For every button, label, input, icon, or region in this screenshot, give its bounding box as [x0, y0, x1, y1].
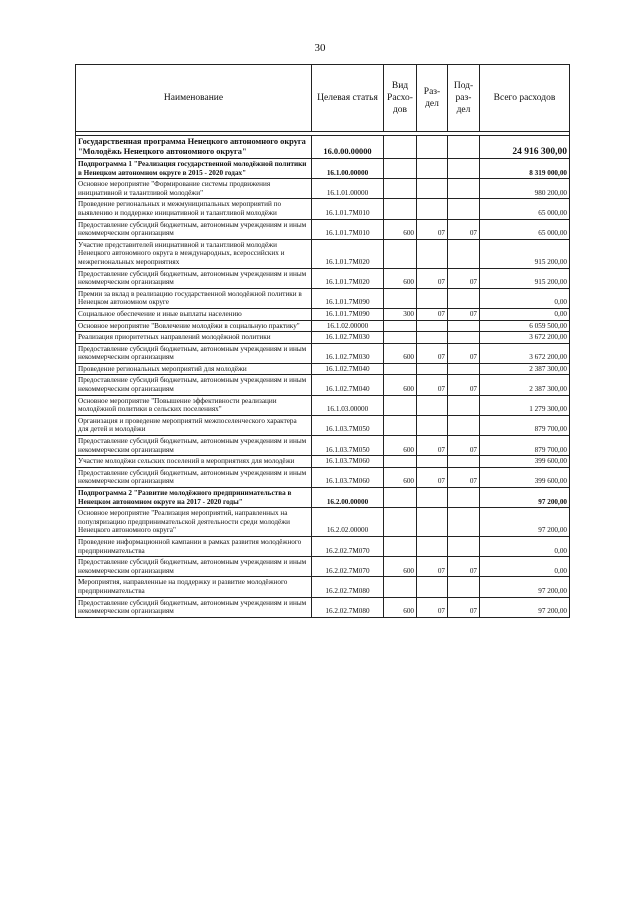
row-podrazdel: [448, 159, 480, 179]
row-podrazdel: [448, 199, 480, 219]
row-razdel: [417, 136, 448, 159]
row-name: Государственная программа Ненецкого автономного округа "Молодёжь Ненецкого автономного округа": [76, 136, 312, 159]
row-podrazdel: 07: [448, 219, 480, 239]
row-code: 16.1.00.00000: [312, 159, 384, 179]
row-code: 16.1.03.7М050: [312, 415, 384, 435]
row-code: 16.2.02.7М070: [312, 557, 384, 577]
row-total: 65 000,00: [480, 199, 570, 219]
row-vid: [384, 536, 417, 556]
row-podrazdel: 07: [448, 557, 480, 577]
row-total: 1 279 300,00: [480, 395, 570, 415]
row-code: 16.1.03.7М060: [312, 456, 384, 468]
row-vid: [384, 288, 417, 308]
row-total: 915 200,00: [480, 239, 570, 268]
row-vid: [384, 320, 417, 332]
row-razdel: [417, 363, 448, 375]
row-total: 879 700,00: [480, 415, 570, 435]
row-name: Проведение информационной кампании в рамках развития молодёжного предпринимательства: [76, 536, 312, 556]
row-razdel: [417, 456, 448, 468]
row-podrazdel: [448, 239, 480, 268]
row-podrazdel: 07: [448, 597, 480, 617]
row-razdel: [417, 508, 448, 537]
header-razdel: Раз-дел: [417, 65, 448, 132]
row-podrazdel: [448, 179, 480, 199]
table-row: [76, 415, 570, 435]
row-razdel: 07: [417, 308, 448, 320]
row-name: Проведение региональных и межмуниципальных мероприятий по выявлению и поддержке инициативной и талантливой молодёжи: [76, 199, 312, 219]
row-total: 97 200,00: [480, 488, 570, 508]
row-total: 3 672 200,00: [480, 332, 570, 344]
row-razdel: 07: [417, 375, 448, 395]
row-vid: [384, 415, 417, 435]
table-row: [76, 375, 570, 395]
row-vid: [384, 332, 417, 344]
row-vid: [384, 508, 417, 537]
row-podrazdel: 07: [448, 308, 480, 320]
row-podrazdel: [448, 508, 480, 537]
subprogram-row: [76, 159, 570, 179]
row-code: 16.1.03.7М050: [312, 436, 384, 456]
row-vid: [384, 199, 417, 219]
row-razdel: [417, 577, 448, 597]
row-razdel: 07: [417, 557, 448, 577]
table-row: [76, 363, 570, 375]
row-razdel: 07: [417, 597, 448, 617]
table-row: [76, 288, 570, 308]
row-razdel: [417, 159, 448, 179]
row-code: 16.1.02.7М040: [312, 375, 384, 395]
row-razdel: 07: [417, 436, 448, 456]
row-name: Участие представителей инициативной и талантливой молодёжи Ненецкого автономного округа в международных, всероссийских и межрегиональных мероприятиях: [76, 239, 312, 268]
row-vid: [384, 363, 417, 375]
table-row: [76, 577, 570, 597]
row-code: 16.1.02.00000: [312, 320, 384, 332]
row-name: Подпрограмма 2 "Развитие молодёжного предпринимательства в Ненецком автономном округе на 2017 - 2020 годы": [76, 488, 312, 508]
header-podrazdel: Под-раз-дел: [448, 65, 480, 132]
row-razdel: 07: [417, 343, 448, 363]
row-code: 16.1.02.7М040: [312, 363, 384, 375]
row-razdel: 07: [417, 268, 448, 288]
page-number: 30: [314, 42, 326, 54]
row-podrazdel: [448, 288, 480, 308]
row-podrazdel: 07: [448, 375, 480, 395]
row-name: Подпрограмма 1 "Реализация государственной молодёжной политики в Ненецком автономном округе в 2015 - 2020 годах": [76, 159, 312, 179]
header-vid: Вид Расхо-дов: [384, 65, 417, 132]
table-row: [76, 436, 570, 456]
row-code: 16.1.01.7М010: [312, 199, 384, 219]
row-podrazdel: 07: [448, 436, 480, 456]
table-row: [76, 395, 570, 415]
table-row: [76, 320, 570, 332]
header-code: Целевая статья: [312, 65, 384, 132]
row-code: 16.1.02.7М030: [312, 343, 384, 363]
table-header-row: [76, 65, 570, 132]
table-row: [76, 467, 570, 487]
row-razdel: [417, 199, 448, 219]
row-podrazdel: [448, 395, 480, 415]
table-row: [76, 219, 570, 239]
row-razdel: 07: [417, 219, 448, 239]
row-total: 0,00: [480, 288, 570, 308]
row-vid: [384, 239, 417, 268]
row-code: 16.1.01.7М020: [312, 268, 384, 288]
row-razdel: [417, 488, 448, 508]
table-row: [76, 456, 570, 468]
row-total: 399 600,00: [480, 467, 570, 487]
row-vid: [384, 577, 417, 597]
row-code: 16.2.02.7М080: [312, 597, 384, 617]
table-row: [76, 179, 570, 199]
row-total: 980 200,00: [480, 179, 570, 199]
row-vid: 600: [384, 343, 417, 363]
row-total: 8 319 000,00: [480, 159, 570, 179]
row-total: 3 672 200,00: [480, 343, 570, 363]
row-name: Проведение региональных мероприятий для молодёжи: [76, 363, 312, 375]
row-name: Предоставление субсидий бюджетным, автономным учреждениям и иным некоммерческим организациям: [76, 597, 312, 617]
row-name: Участие молодёжи сельских поселений в мероприятиях для молодёжи: [76, 456, 312, 468]
row-code: 16.1.03.00000: [312, 395, 384, 415]
row-total: 399 600,00: [480, 456, 570, 468]
row-code: 16.0.00.00000: [312, 136, 384, 159]
row-total: 65 000,00: [480, 219, 570, 239]
row-podrazdel: [448, 488, 480, 508]
table-row: [76, 343, 570, 363]
row-name: Основное мероприятие "Повышение эффективности реализации молодёжной политики в сельских поселениях": [76, 395, 312, 415]
row-code: 16.1.01.7М090: [312, 308, 384, 320]
row-podrazdel: [448, 415, 480, 435]
row-total: 97 200,00: [480, 597, 570, 617]
row-name: Премии за вклад в реализацию государственной молодёжной политики в Ненецком автономном округе: [76, 288, 312, 308]
table-body: [76, 132, 570, 618]
row-name: Социальное обеспечение и иные выплаты населению: [76, 308, 312, 320]
row-razdel: [417, 536, 448, 556]
row-podrazdel: 07: [448, 467, 480, 487]
row-podrazdel: 07: [448, 268, 480, 288]
row-vid: [384, 136, 417, 159]
row-code: 16.2.00.00000: [312, 488, 384, 508]
row-razdel: [417, 239, 448, 268]
row-vid: 600: [384, 375, 417, 395]
row-code: 16.1.03.7М060: [312, 467, 384, 487]
table-row: [76, 199, 570, 219]
row-podrazdel: [448, 536, 480, 556]
budget-table: [75, 64, 570, 618]
row-vid: 600: [384, 219, 417, 239]
header-name: Наименование: [76, 65, 312, 132]
row-vid: 600: [384, 467, 417, 487]
row-podrazdel: [448, 577, 480, 597]
row-razdel: [417, 288, 448, 308]
row-name: Предоставление субсидий бюджетным, автономным учреждениям и иным некоммерческим организациям: [76, 467, 312, 487]
row-total: 915 200,00: [480, 268, 570, 288]
row-total: 6 059 500,00: [480, 320, 570, 332]
row-vid: 600: [384, 268, 417, 288]
row-code: 16.2.02.7М070: [312, 536, 384, 556]
subprogram-row: [76, 488, 570, 508]
row-vid: 600: [384, 597, 417, 617]
row-name: Предоставление субсидий бюджетным, автономным учреждениям и иным некоммерческим организациям: [76, 436, 312, 456]
row-code: 16.1.01.7М090: [312, 288, 384, 308]
row-razdel: [417, 320, 448, 332]
row-name: Основное мероприятие "Формирование системы продвижения инициативной и талантливой молодёжи": [76, 179, 312, 199]
row-code: 16.1.02.7М030: [312, 332, 384, 344]
row-name: Основное мероприятие "Реализация мероприятий, направленных на популяризацию предпринимательской деятельности среди молодёжи Ненецкого автономного округа": [76, 508, 312, 537]
row-name: Предоставление субсидий бюджетным, автономным учреждениям и иным некоммерческим организациям: [76, 557, 312, 577]
row-total: 97 200,00: [480, 577, 570, 597]
header-total: Всего расходов: [480, 65, 570, 132]
row-name: Реализация приоритетных направлений молодёжной политики: [76, 332, 312, 344]
row-name: Предоставление субсидий бюджетным, автономным учреждениям и иным некоммерческим организациям: [76, 268, 312, 288]
row-total: 2 387 300,00: [480, 363, 570, 375]
row-podrazdel: [448, 363, 480, 375]
row-vid: 600: [384, 436, 417, 456]
row-total: 2 387 300,00: [480, 375, 570, 395]
row-total: 0,00: [480, 557, 570, 577]
row-podrazdel: [448, 136, 480, 159]
row-total: 879 700,00: [480, 436, 570, 456]
program-row: [76, 136, 570, 159]
row-razdel: [417, 415, 448, 435]
row-name: Мероприятия, направленные на поддержку и развитие молодёжного предпринимательства: [76, 577, 312, 597]
row-podrazdel: 07: [448, 343, 480, 363]
table-row: [76, 268, 570, 288]
row-razdel: [417, 395, 448, 415]
table-row: [76, 597, 570, 617]
table-row: [76, 239, 570, 268]
row-vid: [384, 159, 417, 179]
row-vid: [384, 179, 417, 199]
row-razdel: 07: [417, 467, 448, 487]
row-podrazdel: [448, 456, 480, 468]
row-vid: [384, 395, 417, 415]
row-code: 16.1.01.7М020: [312, 239, 384, 268]
row-total: 24 916 300,00: [480, 136, 570, 159]
row-name: Основное мероприятие "Вовлечение молодёжи в социальную практику": [76, 320, 312, 332]
table-row: [76, 508, 570, 537]
row-code: 16.1.01.00000: [312, 179, 384, 199]
row-total: 0,00: [480, 308, 570, 320]
row-code: 16.1.01.7М010: [312, 219, 384, 239]
table-row: [76, 536, 570, 556]
row-name: Организация и проведение мероприятий межпоселенческого характера для детей и молодёжи: [76, 415, 312, 435]
row-podrazdel: [448, 320, 480, 332]
row-total: 97 200,00: [480, 508, 570, 537]
row-code: 16.2.02.00000: [312, 508, 384, 537]
row-name: Предоставление субсидий бюджетным, автономным учреждениям и иным некоммерческим организациям: [76, 219, 312, 239]
row-podrazdel: [448, 332, 480, 344]
row-code: 16.2.02.7М080: [312, 577, 384, 597]
row-vid: [384, 456, 417, 468]
row-name: Предоставление субсидий бюджетным, автономным учреждениям и иным некоммерческим организациям: [76, 343, 312, 363]
table-row: [76, 308, 570, 320]
row-vid: 600: [384, 557, 417, 577]
table-row: [76, 332, 570, 344]
table-row: [76, 557, 570, 577]
row-vid: [384, 488, 417, 508]
row-name: Предоставление субсидий бюджетным, автономным учреждениям и иным некоммерческим организациям: [76, 375, 312, 395]
row-razdel: [417, 332, 448, 344]
row-razdel: [417, 179, 448, 199]
row-total: 0,00: [480, 536, 570, 556]
row-vid: 300: [384, 308, 417, 320]
